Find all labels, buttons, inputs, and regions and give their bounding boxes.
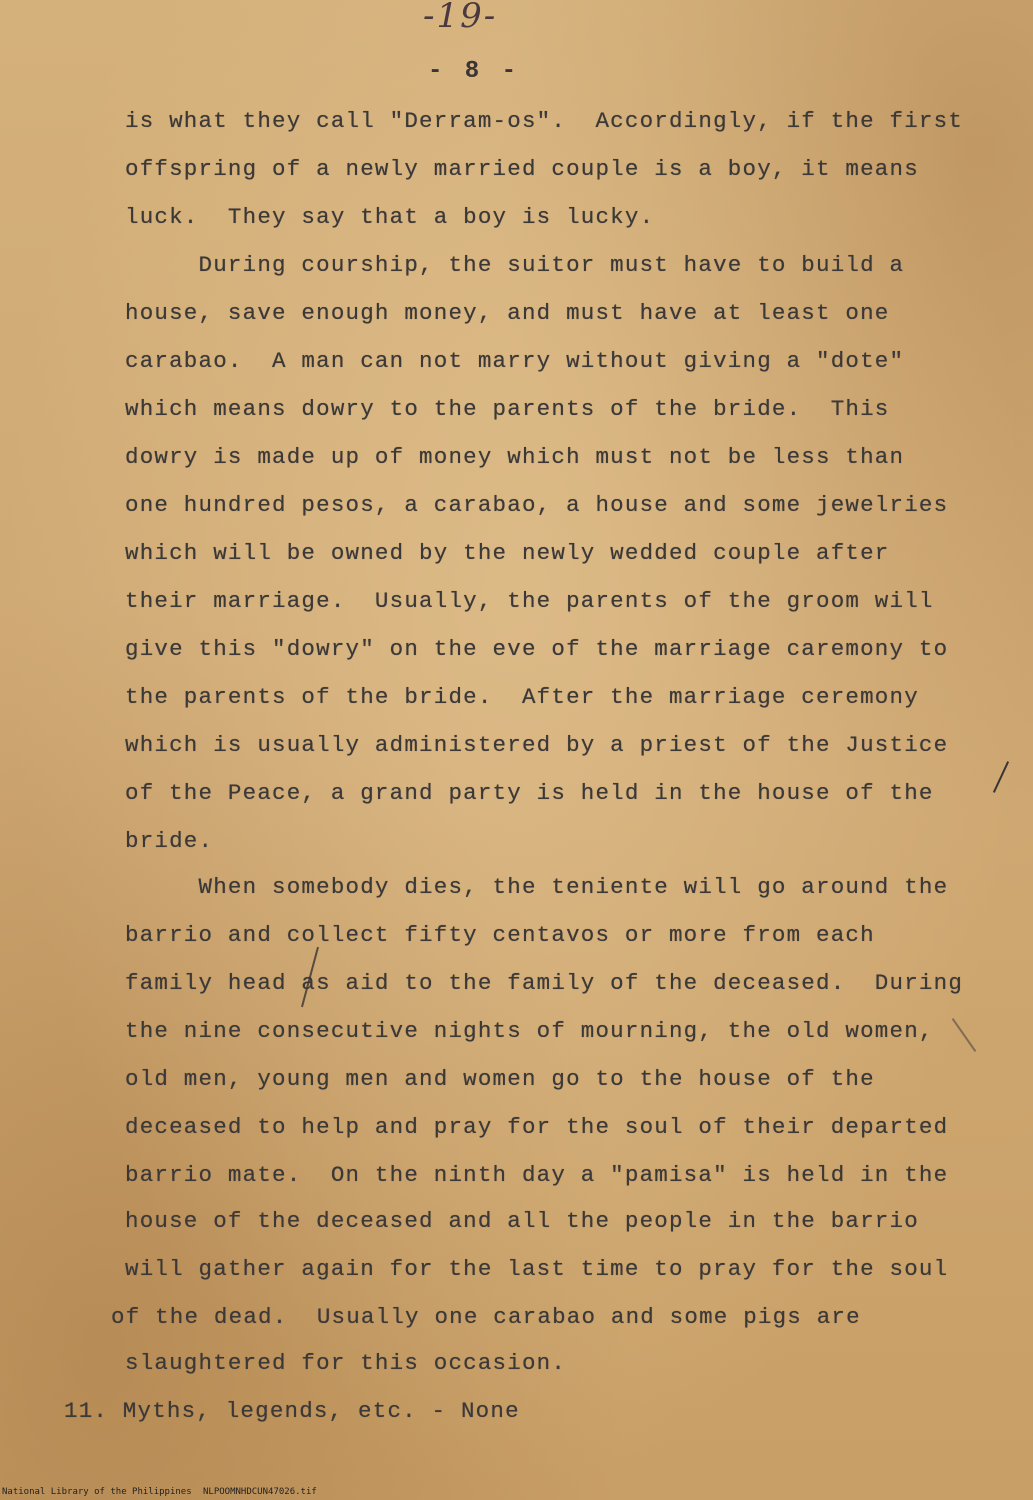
- section-heading-myths: 11. Myths, legends, etc. - None: [64, 1398, 520, 1424]
- pen-mark: [993, 761, 1009, 793]
- text-line-12: give this "dowry" on the eve of the marriage caremony to: [125, 636, 949, 662]
- text-line-19: family head as aid to the family of the deceased. During: [125, 970, 964, 996]
- text-line-18: barrio and collect fifty centavos or more from each: [125, 922, 875, 948]
- text-line-16: bride.: [125, 828, 214, 854]
- text-line-3: luck. They say that a boy is lucky.: [125, 204, 655, 230]
- text-line-17: When somebody dies, the teniente will go around the: [125, 874, 949, 900]
- handwritten-page-number: -19-: [423, 0, 498, 36]
- text-line-27: slaughtered for this occasion.: [125, 1350, 567, 1376]
- text-line-5: house, save enough money, and must have at least one: [125, 300, 890, 326]
- text-line-7: which means dowry to the parents of the bride. This: [125, 396, 890, 422]
- text-line-13: the parents of the bride. After the marriage ceremony: [125, 684, 919, 710]
- text-line-8: dowry is made up of money which must not be less than: [125, 444, 905, 470]
- text-line-22: deceased to help and pray for the soul of their departed: [125, 1114, 949, 1140]
- text-line-23: barrio mate. On the ninth day a "pamisa" is held in the: [125, 1162, 949, 1188]
- text-line-4: During courship, the suitor must have to build a: [125, 252, 905, 278]
- text-line-2: offspring of a newly married couple is a boy, it means: [125, 156, 919, 182]
- text-line-1: is what they call "Derram-os". Accordingly, if the first: [125, 108, 964, 134]
- text-line-6: carabao. A man can not marry without giving a "dote": [125, 348, 905, 374]
- footer-library-label: National Library of the Philippines: [2, 1487, 192, 1497]
- footer-filename-label: NLPOOMNHDCUN47026.tif: [203, 1487, 317, 1497]
- text-line-24: house of the deceased and all the people in the barrio: [125, 1208, 919, 1234]
- text-line-9: one hundred pesos, a carabao, a house and some jewelries: [125, 492, 949, 518]
- text-line-26: of the dead. Usually one carabao and some pigs are: [111, 1304, 861, 1330]
- typed-page-number: - 8 -: [428, 58, 521, 85]
- text-line-15: of the Peace, a grand party is held in the house of the: [125, 780, 934, 806]
- text-line-25: will gather again for the last time to pray for the soul: [125, 1256, 949, 1282]
- pen-mark: [952, 1018, 977, 1052]
- text-line-20: the nine consecutive nights of mourning, the old women,: [125, 1018, 934, 1044]
- text-line-21: old men, young men and women go to the house of the: [125, 1066, 875, 1092]
- text-line-14: which is usually administered by a priest of the Justice: [125, 732, 949, 758]
- text-line-11: their marriage. Usually, the parents of the groom will: [125, 588, 934, 614]
- text-line-10: which will be owned by the newly wedded couple after: [125, 540, 890, 566]
